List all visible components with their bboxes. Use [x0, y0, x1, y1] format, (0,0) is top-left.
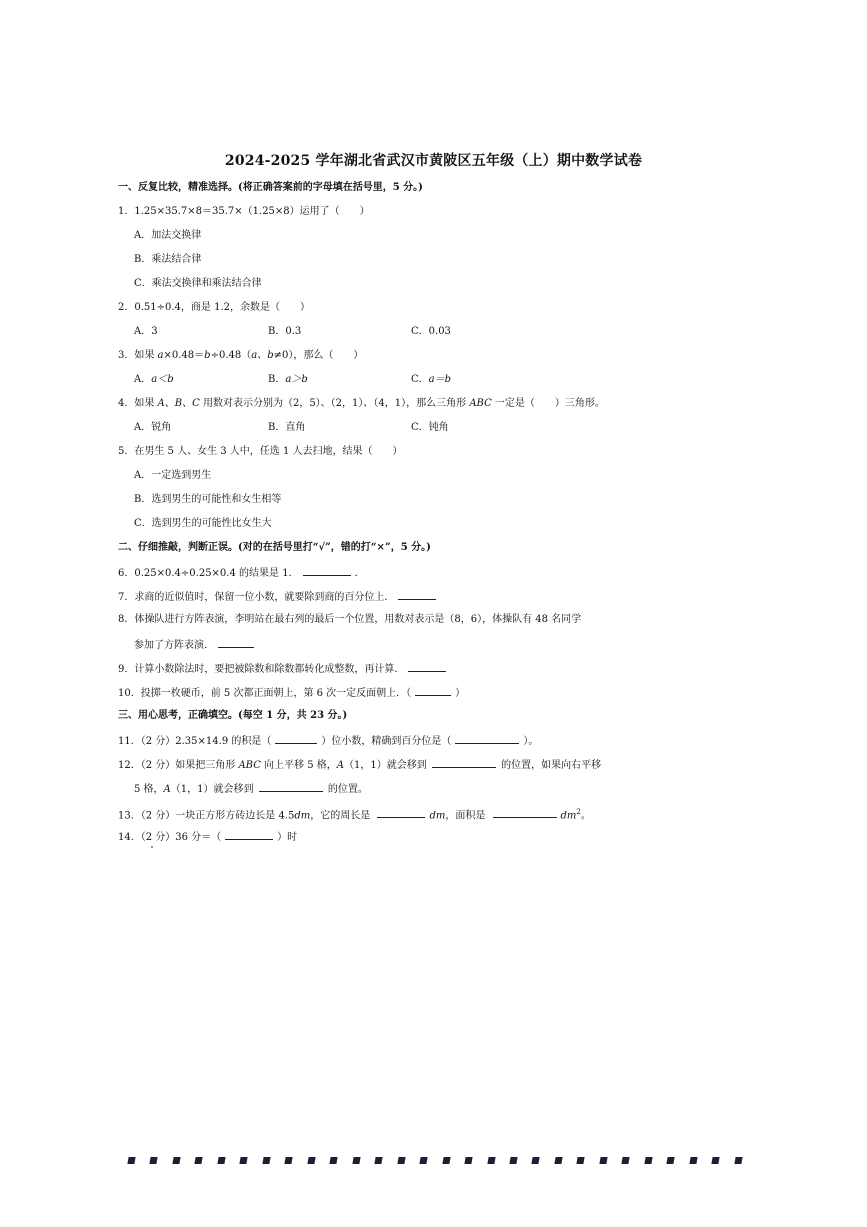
- print-speck: [151, 846, 153, 848]
- footer-square-icon: [667, 1157, 675, 1164]
- footer-square-icon: [240, 1157, 248, 1164]
- question-2-option-b: B．0.3: [268, 326, 302, 337]
- question-6: 6．0.25×0.4÷0.25×0.4 的结果是 1． ．: [118, 565, 365, 581]
- question-1-option-a: A．加法交换律: [134, 230, 202, 241]
- footer-square-icon: [442, 1157, 450, 1164]
- answer-blank[interactable]: [303, 565, 351, 576]
- footer-square-icon: [734, 1157, 742, 1164]
- footer-square-icon: [712, 1157, 720, 1164]
- question-7: 7．求商的近似值时，保留一位小数，就要除到商的百分位上．: [118, 589, 436, 605]
- question-1-option-b: B．乘法结合律: [134, 254, 202, 265]
- question-4-option-b: B．直角: [268, 422, 306, 433]
- footer-square-icon: [464, 1157, 472, 1164]
- footer-square-icon: [375, 1157, 383, 1164]
- question-12-line-2: 5 格，A（1，1）就会移到 的位置。: [134, 781, 368, 797]
- footer-square-icon: [285, 1157, 293, 1164]
- question-13: 13．（2 分）一块正方形方砖边长是 4.5dm，它的周长是 dm，面积是 $dm^2$。: [118, 808, 591, 822]
- question-5-option-b: B．选到男生的可能性和女生相等: [134, 494, 282, 505]
- question-3-option-c: C．a＝b: [411, 374, 452, 385]
- answer-blank[interactable]: [275, 733, 317, 744]
- footer-square-icon: [307, 1157, 315, 1164]
- question-10: 10．投掷一枚硬币，前 5 次都正面朝上，第 6 次一定反面朝上．（ ）: [118, 685, 465, 701]
- answer-blank[interactable]: [398, 589, 436, 600]
- answer-blank[interactable]: [377, 807, 425, 818]
- footer-square-icon: [487, 1157, 495, 1164]
- footer-square-icon: [644, 1157, 652, 1164]
- footer-square-icon: [554, 1157, 562, 1164]
- question-5-stem: 5．在男生 5 人、女生 3 人中，任选 1 人去扫地，结果（ ）: [118, 446, 403, 457]
- footer-square-icon: [172, 1157, 180, 1164]
- footer-square-icon: [509, 1157, 517, 1164]
- section-1-heading: 一、反复比较，精准选择。(将正确答案前的字母填在括号里，5 分。): [118, 182, 423, 193]
- answer-blank[interactable]: [225, 829, 273, 840]
- footer-square-icon: [262, 1157, 270, 1164]
- footer-square-icon: [689, 1157, 697, 1164]
- footer-square-icon: [599, 1157, 607, 1164]
- answer-blank[interactable]: [432, 757, 496, 768]
- question-2-option-c: C．0.03: [411, 326, 451, 337]
- footer-square-icon: [195, 1157, 203, 1164]
- footer-square-icon: [330, 1157, 338, 1164]
- question-3-stem: 3．如果 a×0.48＝b÷0.48（a、b≠0），那么（ ）: [118, 350, 364, 361]
- exam-title: 2024-2025 学年湖北省武汉市黄陂区五年级（上）期中数学试卷: [224, 153, 643, 169]
- question-4-option-a: A．锐角: [134, 422, 172, 433]
- question-5-option-c: C．选到男生的可能性比女生大: [134, 518, 272, 529]
- footer-square-icon: [127, 1157, 135, 1164]
- footer-decoration: [128, 1154, 742, 1166]
- question-4-option-c: C．钝角: [411, 422, 449, 433]
- question-11: 11．（2 分）2.35×14.9 的积是（ ）位小数，精确到百分位是（ ）。: [118, 733, 538, 749]
- answer-blank[interactable]: [493, 807, 557, 818]
- question-14: 14．（2 分）36 分＝（ ）时: [118, 829, 297, 845]
- answer-blank[interactable]: [259, 781, 323, 792]
- footer-square-icon: [150, 1157, 158, 1164]
- question-2-stem: 2．0.51÷0.4，商是 1.2，余数是（ ）: [118, 302, 310, 313]
- answer-blank[interactable]: [218, 637, 254, 648]
- question-5-option-a: A．一定选到男生: [134, 470, 212, 481]
- footer-square-icon: [397, 1157, 405, 1164]
- footer-square-icon: [217, 1157, 225, 1164]
- answer-blank[interactable]: [455, 733, 519, 744]
- answer-blank[interactable]: [408, 661, 446, 672]
- question-9: 9．计算小数除法时，要把被除数和除数都转化成整数，再计算．: [118, 661, 446, 677]
- question-4-stem: 4．如果 A、B、C 用数对表示分别为（2，5）、（2，1）、（4，1），那么三角形 ABC 一定是（ ）三角形。: [118, 398, 605, 409]
- question-3-option-b: B．a＞b: [268, 374, 308, 385]
- question-12-line-1: 12．（2 分）如果把三角形 ABC 向上平移 5 格，A（1，1）就会移到 的位置，如果向右平移: [118, 757, 601, 773]
- question-8-line-2: 参加了方阵表演．: [134, 637, 254, 653]
- section-3-heading: 三、用心思考，正确填空。(每空 1 分，共 23 分。): [118, 710, 348, 721]
- question-2-option-a: A．3: [134, 326, 158, 337]
- section-2-heading: 二、仔细推敲，判断正误。(对的在括号里打“√”，错的打“×”，5 分。): [118, 542, 431, 553]
- footer-square-icon: [622, 1157, 630, 1164]
- footer-square-icon: [419, 1157, 427, 1164]
- question-8-line-1: 8．体操队进行方阵表演，李明站在最右列的最后一个位置，用数对表示是（8，6），体操队有 48 名同学: [118, 614, 582, 625]
- question-1-option-c: C．乘法交换律和乘法结合律: [134, 278, 262, 289]
- footer-square-icon: [577, 1157, 585, 1164]
- footer-square-icon: [352, 1157, 360, 1164]
- question-1-stem: 1．1.25×35.7×8＝35.7×（1.25×8）运用了（ ）: [118, 206, 370, 217]
- question-3-option-a: A．a＜b: [134, 374, 174, 385]
- answer-blank[interactable]: [415, 685, 451, 696]
- footer-square-icon: [532, 1157, 540, 1164]
